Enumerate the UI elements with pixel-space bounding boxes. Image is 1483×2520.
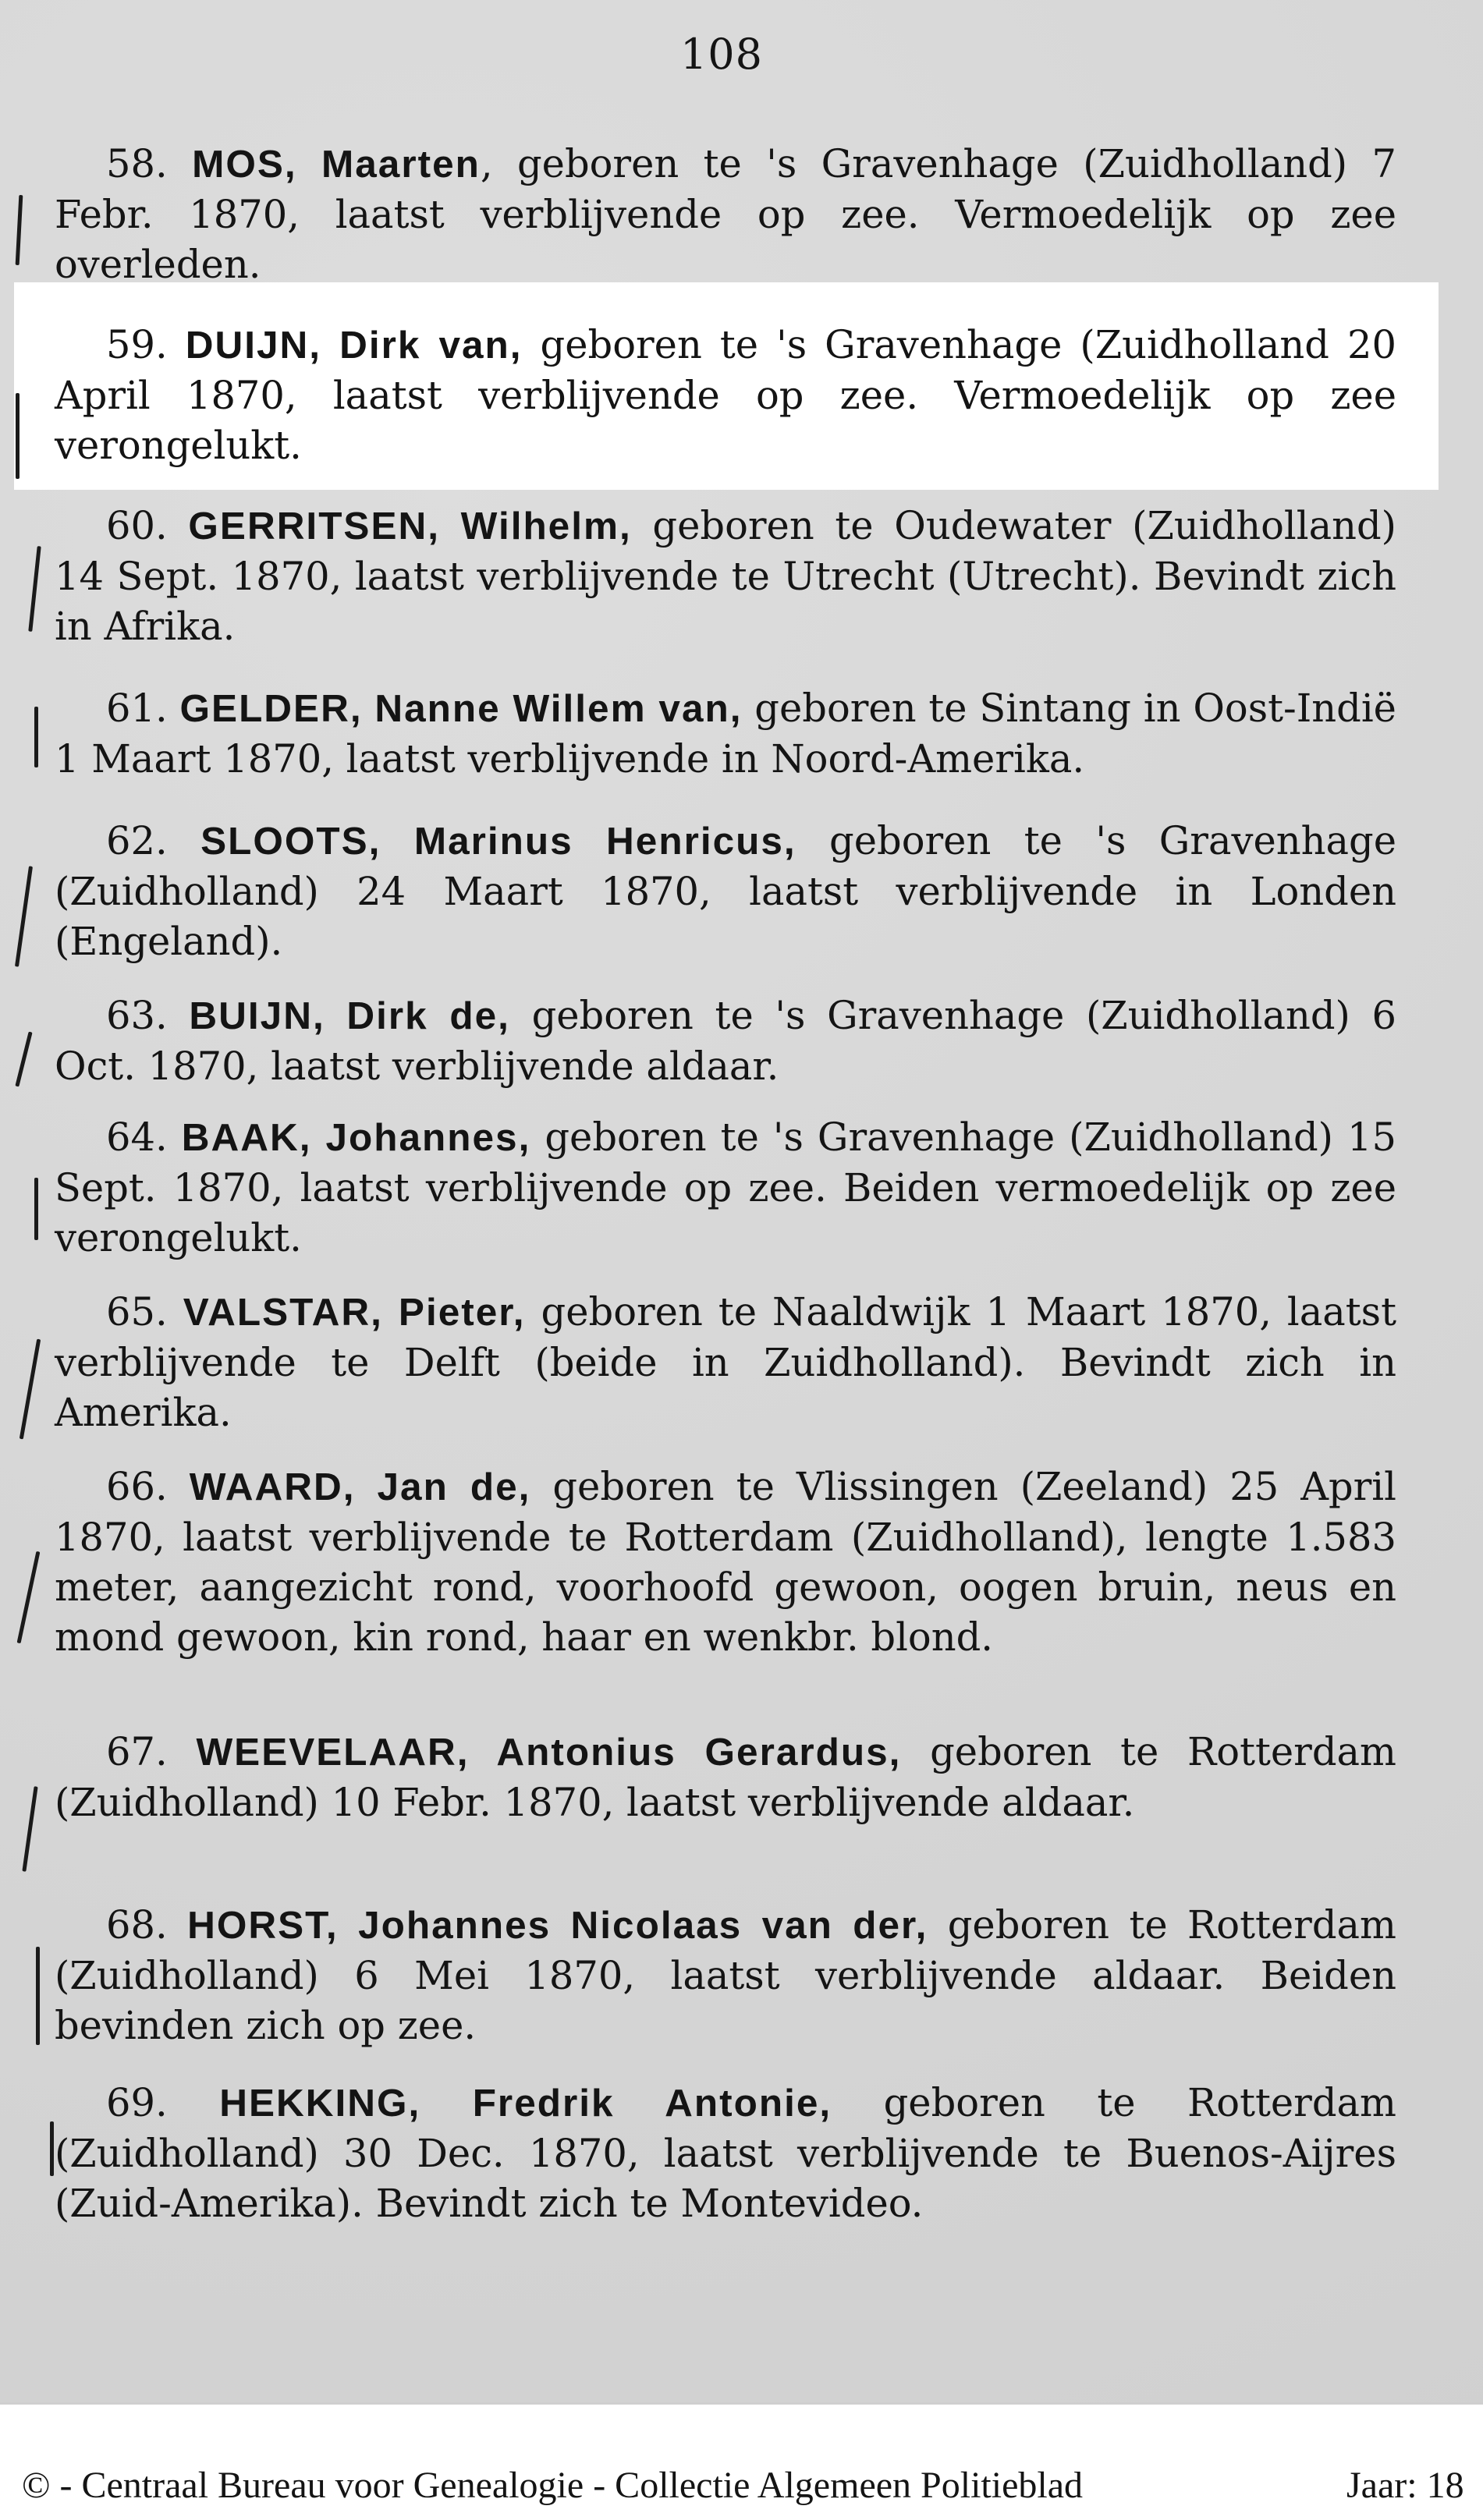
entry-number: 66. xyxy=(106,1464,168,1509)
entry-name: GERRITSEN, Wilhelm, xyxy=(188,505,632,548)
entry-text: geboren te Vlissingen (Zeeland) 25 April 1870, laatst verblijvende te Rotterdam (Zuidholland), lengte 1.583 meter, aangezicht rond, voorhoofd gewoon, oogen bruin, neus en mond gewoon, kin rond, haar en wenkbr. blond. xyxy=(55,1464,1396,1660)
margin-mark xyxy=(16,393,20,479)
entry-name: DUIJN, Dirk van, xyxy=(185,324,523,367)
entry-name: HEKKING, Fredrik Antonie, xyxy=(219,2082,832,2125)
entry-text: geboren te 's Gravenhage (Zuidholland) 24 Maart 1870, laatst verblijvende in Londen (Engeland). xyxy=(55,818,1396,964)
entry-number: 65. xyxy=(106,1289,168,1334)
entry-number: 60. xyxy=(106,503,168,548)
entry-68 xyxy=(55,1900,1396,2050)
entry-number: 59. xyxy=(106,322,168,367)
entry-name: BUIJN, Dirk de, xyxy=(189,994,510,1037)
entry-name: VALSTAR, Pieter, xyxy=(183,1291,526,1334)
entry-number: 61. xyxy=(106,686,168,731)
entry-number: 67. xyxy=(106,1729,168,1774)
entry-65 xyxy=(55,1287,1396,1437)
margin-mark xyxy=(34,1178,38,1240)
page-number: 108 xyxy=(679,30,764,79)
entry-58 xyxy=(55,139,1396,289)
footer-year: Jaar: 18 xyxy=(1346,2465,1464,2506)
entry-text: geboren te Rotterdam (Zuidholland) 30 Dec. 1870, laatst verblijvende te Buenos-Aijres (Zuid-Amerika). Bevindt zich te Montevideo. xyxy=(55,2080,1396,2226)
entry-text: geboren te 's Gravenhage (Zuidholland) 6 Oct. 1870, laatst verblijvende aldaar. xyxy=(55,993,1396,1089)
entry-number: 63. xyxy=(106,993,168,1038)
entry-number: 69. xyxy=(106,2080,168,2125)
entry-text: geboren te 's Gravenhage (Zuidholland) 15 Sept. 1870, laatst verblijvende op zee. Beiden vermoedelijk op zee verongelukt. xyxy=(55,1115,1396,1260)
entry-text: geboren te Rotterdam (Zuidholland) 10 Febr. 1870, laatst verblijvende aldaar. xyxy=(55,1729,1396,1825)
entry-67 xyxy=(55,1727,1396,1827)
entry-name: SLOOTS, Marinus Henricus, xyxy=(200,820,796,863)
entry-61 xyxy=(55,683,1396,784)
entry-59 xyxy=(55,320,1396,470)
entry-number: 64. xyxy=(106,1115,168,1160)
entry-text: geboren te Naaldwijk 1 Maart 1870, laatst verblijvende te Delft (beide in Zuidholland). Bevindt zich in Amerika. xyxy=(55,1289,1396,1435)
entry-number: 62. xyxy=(106,818,168,863)
entry-60 xyxy=(55,501,1396,651)
margin-mark xyxy=(36,1947,40,2045)
entry-name: BAAK, Johannes, xyxy=(181,1116,531,1159)
entry-text: geboren te Rotterdam (Zuidholland) 6 Mei 1870, laatst verblijvende aldaar. Beiden bevinden zich op zee. xyxy=(55,1902,1396,2048)
entry-text: , geboren te 's Gravenhage (Zuidholland) 7 Febr. 1870, laatst verblijvende op zee. Vermoedelijk op zee overleden. xyxy=(55,141,1396,287)
entry-63 xyxy=(55,991,1396,1091)
entry-name: HORST, Johannes Nicolaas van der, xyxy=(187,1904,928,1947)
margin-mark xyxy=(34,707,38,767)
footer-bar xyxy=(0,2402,1483,2520)
entry-64 xyxy=(55,1112,1396,1263)
entry-name: GELDER, Nanne Willem van, xyxy=(179,687,743,730)
margin-mark xyxy=(50,2121,54,2176)
entry-66 xyxy=(55,1462,1396,1662)
entry-name: WAARD, Jan de, xyxy=(189,1466,531,1508)
entry-name: MOS, Maarten xyxy=(192,143,481,186)
entry-69 xyxy=(55,2078,1396,2228)
entry-number: 58. xyxy=(106,141,168,186)
footer-credit: © - Centraal Bureau voor Genealogie - Collectie Algemeen Politieblad xyxy=(22,2465,1084,2506)
entry-name: WEEVELAAR, Antonius Gerardus, xyxy=(196,1731,902,1774)
entry-number: 68. xyxy=(106,1902,168,1948)
entry-62 xyxy=(55,816,1396,966)
entry-text: geboren te 's Gravenhage (Zuidholland 20 April 1870, laatst verblijvende op zee. Vermoedelijk op zee verongelukt. xyxy=(55,322,1396,468)
entry-text: geboren te Sintang in Oost-Indië 1 Maart 1870, laatst verblijvende in Noord-Amerika. xyxy=(55,686,1396,782)
entry-text: geboren te Oudewater (Zuidholland) 14 Sept. 1870, laatst verblijvende te Utrecht (Utrecht). Bevindt zich in Afrika. xyxy=(55,503,1396,649)
